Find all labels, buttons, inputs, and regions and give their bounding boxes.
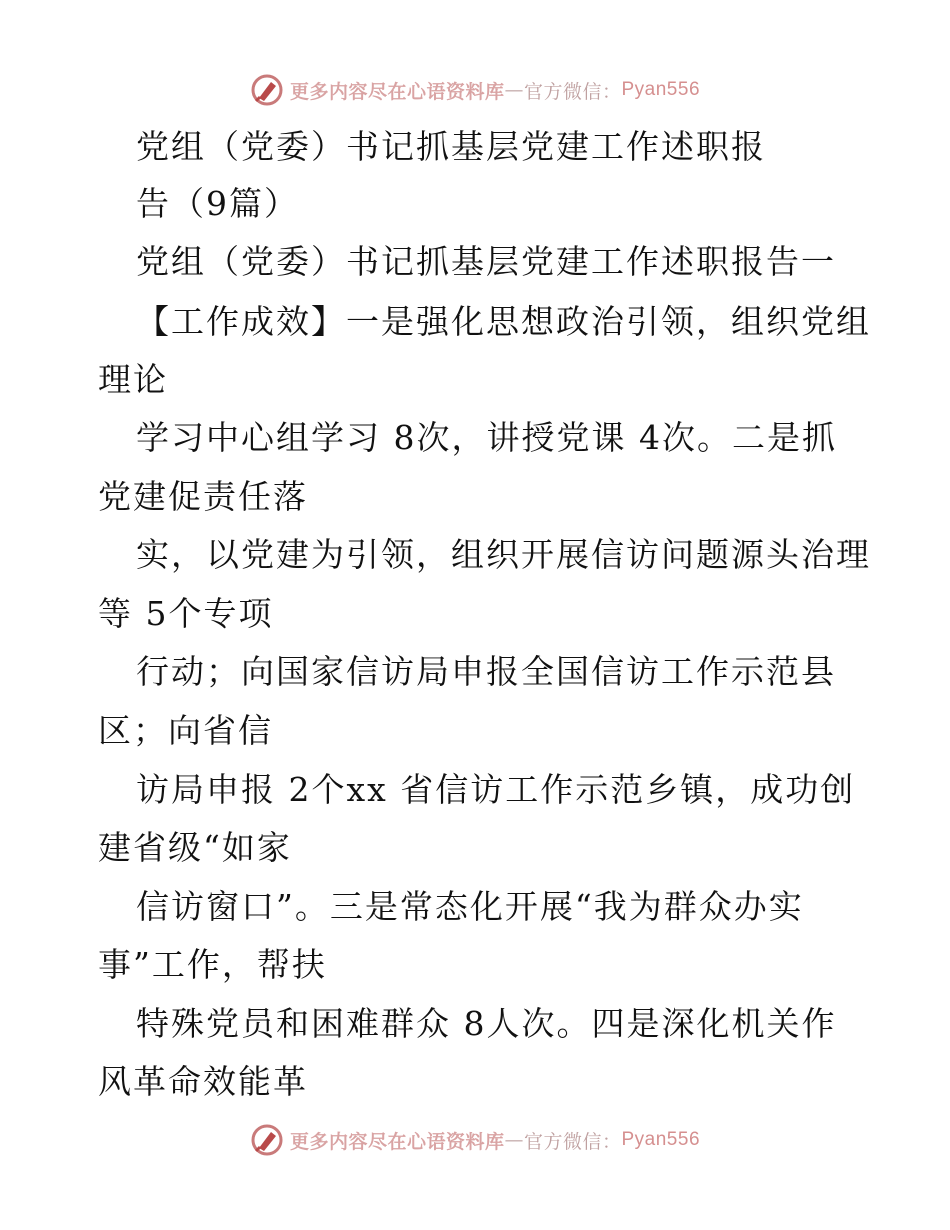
text-line: 理论 bbox=[98, 360, 168, 399]
text-line: 行动；向国家信访局申报全国信访工作示范县 bbox=[136, 652, 836, 691]
watermark-official-label: 官方微信： bbox=[523, 80, 622, 103]
text-line: 党建促责任落 bbox=[98, 477, 308, 516]
text-line: 特殊党员和困难群众 8人次。四是深化机关作 bbox=[136, 1004, 837, 1043]
title-line-1: 党组（党委）书记抓基层党建工作述职报 bbox=[136, 127, 766, 166]
text-line: 党组（党委）书记抓基层党建工作述职报告一 bbox=[136, 242, 836, 281]
watermark-official-label: 官方微信： bbox=[523, 1130, 622, 1153]
watermark-separator: — bbox=[504, 1129, 524, 1151]
text-line: 信访窗口”。三是常态化开展“我为群众办实 bbox=[136, 887, 804, 926]
text-line: 学习中心组学习 8次，讲授党课 4次。二是抓 bbox=[136, 418, 837, 457]
watermark-separator: — bbox=[504, 79, 524, 101]
header-watermark bbox=[0, 70, 950, 110]
watermark-account: Pyan556 bbox=[621, 1129, 701, 1150]
pen-nib-logo-icon bbox=[250, 73, 284, 107]
text-line: 实，以党建为引领，组织开展信访问题源头治理 bbox=[136, 535, 871, 574]
text-line: 【工作成效】一是强化思想政治引领，组织党组 bbox=[136, 302, 871, 341]
watermark-account: Pyan556 bbox=[621, 79, 701, 100]
text-line: 等 5个专项 bbox=[98, 594, 274, 633]
watermark-brand: 更多内容尽在心语资料库 bbox=[289, 80, 505, 103]
watermark-brand: 更多内容尽在心语资料库 bbox=[289, 1130, 505, 1153]
text-line: 建省级“如家 bbox=[98, 828, 292, 867]
text-line: 事”工作，帮扶 bbox=[98, 945, 327, 984]
footer-watermark bbox=[0, 1120, 950, 1160]
text-line: 区；向省信 bbox=[98, 711, 273, 750]
pen-nib-logo-icon bbox=[250, 1123, 284, 1157]
title-line-2: 告（9篇） bbox=[136, 184, 299, 223]
text-line: 风革命效能革 bbox=[98, 1062, 308, 1101]
text-line: 访局申报 2个xx 省信访工作示范乡镇，成功创 bbox=[136, 770, 856, 809]
